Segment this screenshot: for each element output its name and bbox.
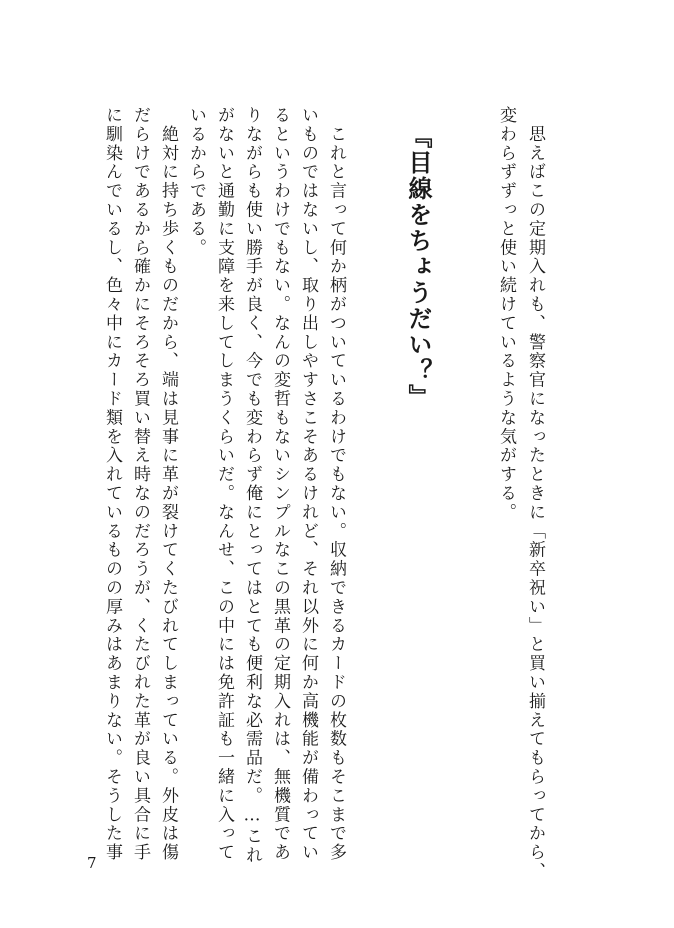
body-line-7: 絶対に持ち歩くものだから、端は見事に革が裂けてくたびれてしまっている。外皮は傷 [158, 106, 178, 862]
page-number: 7 [87, 854, 97, 872]
intro-line-2: 変わらずずっと使い続けているような気がする。 [496, 106, 516, 522]
body-line-3: るというわけでもない。なんの変哲もないシンプルなこの黒革の定期入れは、無機質であ [270, 106, 290, 862]
body-line-6: いるからである。 [186, 106, 206, 258]
body-line-8: だらけであるから確かにそろそろ買い替え時なのだろうが、くたびれた革が良い具合に手 [130, 106, 150, 862]
body-line-4: りながらも使い勝手が良く、今でも変わらず俺にとってはとても便利な必需品だ。…これ [242, 106, 262, 865]
body-line-2: いものではないし、取り出しやすさこそあるけれど、それ以外に何か高機能が備わってい [298, 106, 318, 862]
body-line-9: に馴染んでいるし、色々中にカード類を入れているものの厚みはあまりない。そうした事 [102, 106, 122, 862]
section-heading: 『目線をちょうだい？』 [404, 124, 432, 410]
intro-line-1: 思えばこの定期入れも、警察官になったときに「新卒祝い」と買い揃えてもらってから、 [525, 106, 545, 881]
body-line-5: がないと通勤に支障を来してしまうくらいだ。なんせ、この中には免許証も一緒に入って [214, 106, 234, 862]
body-line-1: これと言って何か柄がついているわけでもない。収納できるカードの枚数もそこまで多 [326, 106, 346, 862]
